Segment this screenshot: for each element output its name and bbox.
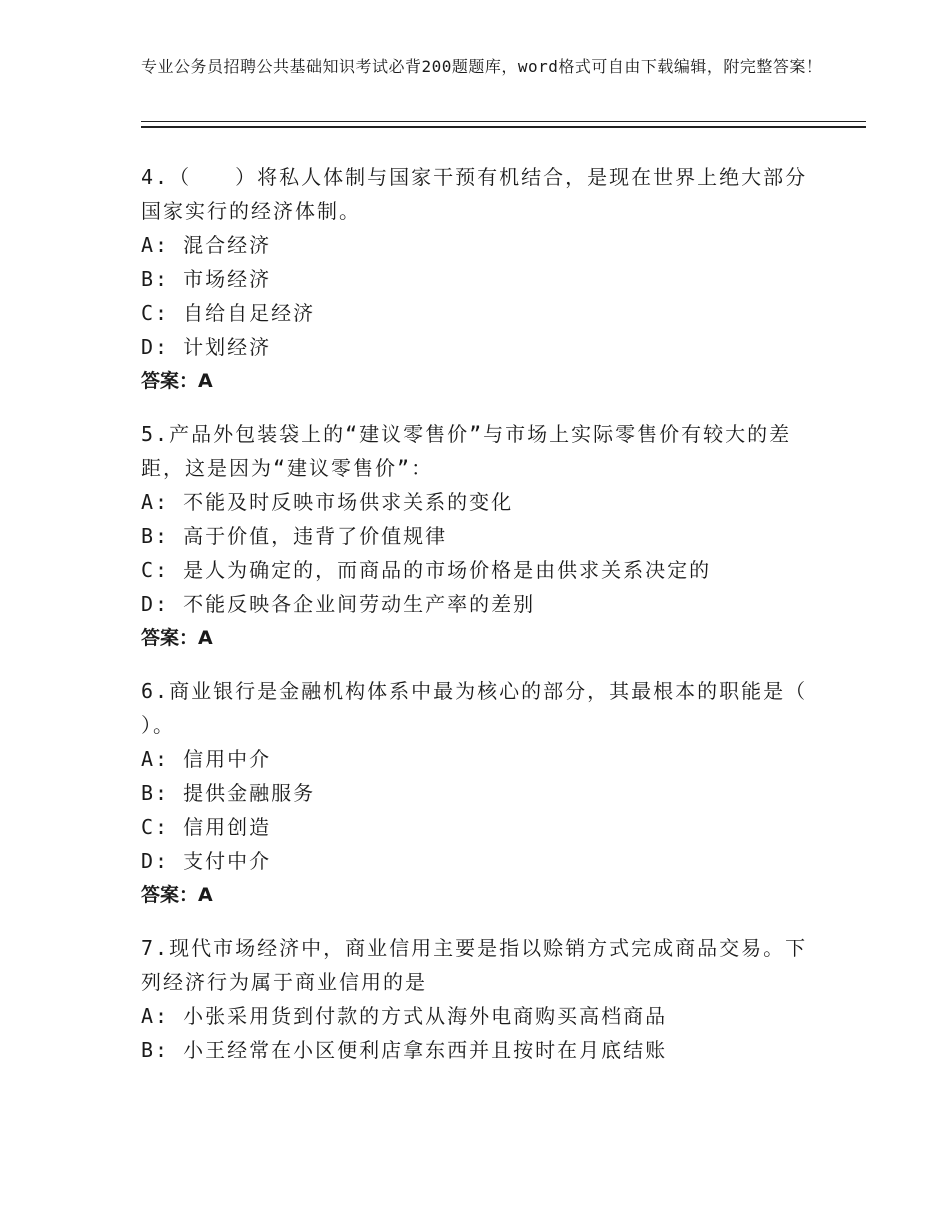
option-a: A: 混合经济 — [141, 233, 272, 257]
header-divider — [141, 121, 866, 128]
question-4 — [141, 160, 811, 398]
question-stem: 7.现代市场经济中，商业信用主要是指以赊销方式完成商品交易。下列经济行为属于商业信用的是 — [141, 936, 808, 994]
question-list — [141, 160, 811, 1086]
answer-line: 答案：A — [141, 627, 213, 649]
question-7 — [141, 931, 811, 1067]
option-a: A: 信用中介 — [141, 747, 272, 771]
option-b: B: 市场经济 — [141, 267, 272, 291]
option-c: C: 自给自足经济 — [141, 301, 316, 325]
answer-line: 答案：A — [141, 884, 213, 906]
question-stem: 5.产品外包装袋上的“建议零售价”与市场上实际零售价有较大的差距，这是因为“建议零售价”： — [141, 422, 792, 480]
option-b: B: 高于价值，违背了价值规律 — [141, 524, 448, 548]
option-b: B: 提供金融服务 — [141, 781, 316, 805]
question-stem: 6.商业银行是金融机构体系中最为核心的部分，其最根本的职能是（ ）。 — [141, 679, 808, 737]
option-c: C: 是人为确定的，而商品的市场价格是由供求关系决定的 — [141, 558, 712, 582]
option-a: A: 不能及时反映市场供求关系的变化 — [141, 490, 514, 514]
option-d: D: 计划经济 — [141, 335, 272, 359]
question-6 — [141, 674, 811, 912]
option-b: B: 小王经常在小区便利店拿东西并且按时在月底结账 — [141, 1038, 668, 1062]
option-d: D: 不能反映各企业间劳动生产率的差别 — [141, 592, 536, 616]
question-stem: 4.（ ）将私人体制与国家干预有机结合，是现在世界上绝大部分国家实行的经济体制。 — [141, 165, 808, 223]
answer-line: 答案：A — [141, 370, 213, 392]
option-a: A: 小张采用货到付款的方式从海外电商购买高档商品 — [141, 1004, 668, 1028]
question-5 — [141, 417, 811, 655]
option-d: D: 支付中介 — [141, 849, 272, 873]
document-header: 专业公务员招聘公共基础知识考试必背200题题库，word格式可自由下载编辑，附完整答案！ — [141, 57, 823, 76]
option-c: C: 信用创造 — [141, 815, 272, 839]
